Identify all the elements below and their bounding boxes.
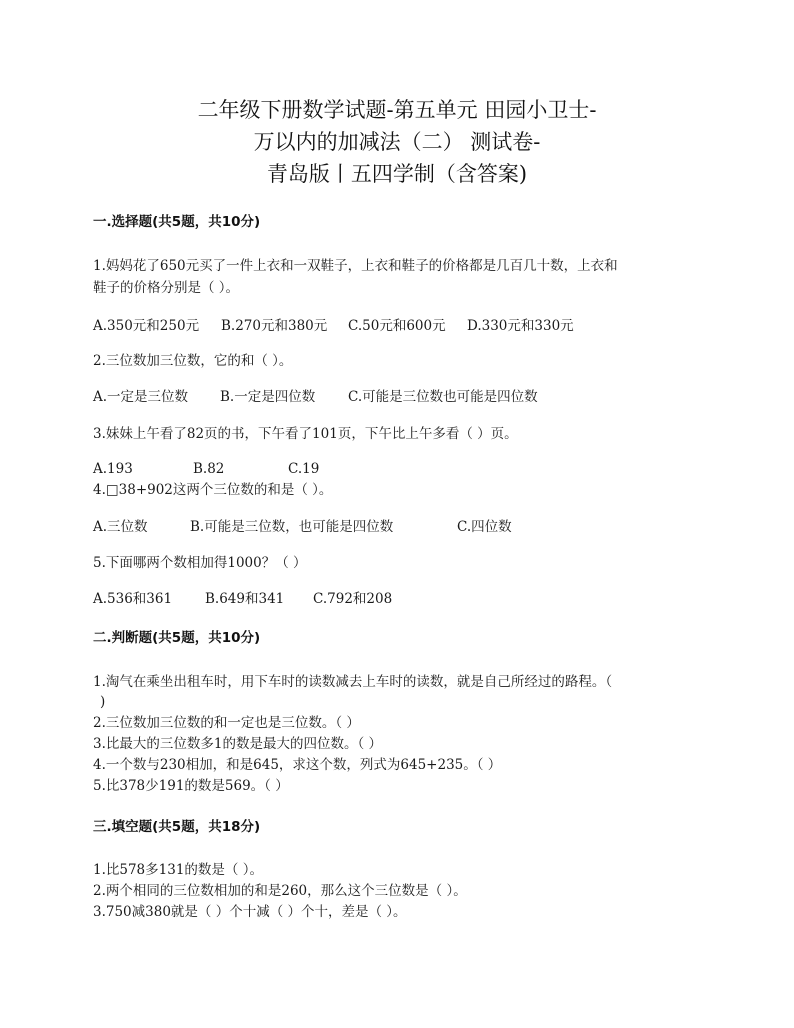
judgement-5: 5.比378少191的数是569。（ ） xyxy=(93,778,289,794)
question-1-option-a: A.350元和250元 xyxy=(93,318,200,334)
judgement-1-line-2: ) xyxy=(100,694,106,710)
judgement-3: 3.比最大的三位数多1的数是最大的四位数。（ ） xyxy=(93,736,383,752)
question-3-option-c: C.19 xyxy=(288,461,320,477)
question-1-option-d: D.330元和330元 xyxy=(467,318,574,334)
fill-in-3: 3.750减380就是（ ）个十减（ ）个十，差是（ ）。 xyxy=(93,904,407,920)
judgement-2: 2.三位数加三位数的和一定也是三位数。（ ） xyxy=(93,715,360,731)
question-1-option-b: B.270元和380元 xyxy=(221,318,328,334)
question-3: 3.妹妹上午看了82页的书，下午看了101页，下午比上午多看（ ）页。 xyxy=(93,426,518,442)
section-heading-judgement: 二.判断题(共5题，共10分) xyxy=(93,630,261,646)
question-4: 4.□38+902这两个三位数的和是（ ）。 xyxy=(93,482,333,498)
fill-in-1: 1.比578多131的数是（ ）。 xyxy=(93,862,263,878)
question-5-option-c: C.792和208 xyxy=(313,591,393,607)
document-title-line-3: 青岛版丨五四学制（含答案) xyxy=(266,162,528,186)
question-5-option-b: B.649和341 xyxy=(205,591,285,607)
question-1-line-1: 1.妈妈花了650元买了一件上衣和一双鞋子，上衣和鞋子的价格都是几百几十数，上衣和 xyxy=(93,258,618,274)
document-title-line-1: 二年级下册数学试题-第五单元 田园小卫士- xyxy=(197,98,597,122)
fill-in-2: 2.两个相同的三位数相加的和是260，那么这个三位数是（ ）。 xyxy=(93,883,467,899)
question-4-option-b: B.可能是三位数，也可能是四位数 xyxy=(190,519,394,535)
question-1-line-2: 鞋子的价格分别是（ ）。 xyxy=(93,280,240,296)
question-2-option-a: A.一定是三位数 xyxy=(93,389,189,405)
judgement-1-line-1: 1.淘气在乘坐出租车时，用下车时的读数减去上车时的读数，就是自己所经过的路程。（ xyxy=(93,674,613,690)
question-5: 5.下面哪两个数相加得1000？（ ） xyxy=(93,555,307,571)
judgement-4: 4.一个数与230相加，和是645，求这个数，列式为645+235。（ ） xyxy=(93,757,502,773)
question-3-option-b: B.82 xyxy=(193,461,225,477)
question-5-option-a: A.536和361 xyxy=(93,591,173,607)
section-heading-fill-in: 三.填空题(共5题，共18分) xyxy=(93,819,261,835)
question-2-option-b: B.一定是四位数 xyxy=(220,389,316,405)
question-4-option-a: A.三位数 xyxy=(93,519,148,535)
section-heading-choice: 一.选择题(共5题，共10分) xyxy=(93,214,261,230)
question-3-option-a: A.193 xyxy=(93,461,133,477)
question-4-option-c: C.四位数 xyxy=(457,519,512,535)
document-title-line-2: 万以内的加减法（二） 测试卷- xyxy=(253,130,541,154)
question-2-option-c: C.可能是三位数也可能是四位数 xyxy=(348,389,538,405)
question-2: 2.三位数加三位数，它的和（ ）。 xyxy=(93,353,293,369)
question-1-option-c: C.50元和600元 xyxy=(348,318,446,334)
